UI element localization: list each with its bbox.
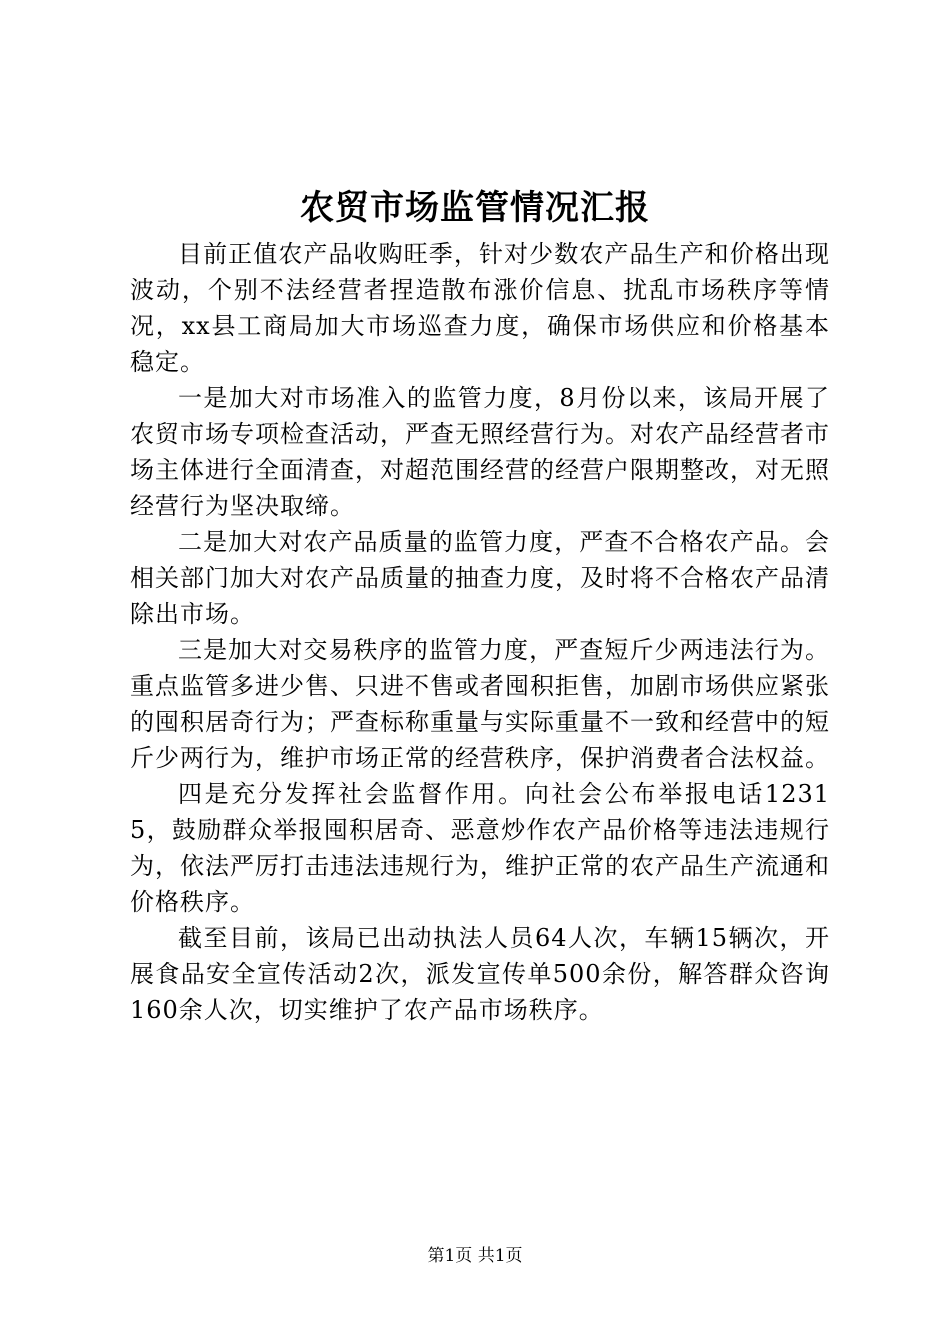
paragraph-summary: 截至目前，该局已出动执法人员64人次，车辆15辆次，开展食品安全宣传活动2次，派发宣传单500余份，解答群众咨询160余人次，切实维护了农产品市场秩序。 — [130, 924, 830, 1024]
paragraph-point-four: 四是充分发挥社会监督作用。向社会公布举报电话12315，鼓励群众举报囤积居奇、恶意炒作农产品价格等违法违规行为，依法严厉打击违法违规行为，维护正常的农产品生产流通和价格秩序。 — [130, 780, 830, 916]
paragraph-point-one: 一是加大对市场准入的监管力度，8月份以来，该局开展了农贸市场专项检查活动，严查无照经营行为。对农产品经营者市场主体进行全面清查，对超范围经营的经营户限期整改，对无照经营行为坚决取缔。 — [130, 384, 830, 520]
document-body — [130, 236, 830, 1028]
page-footer: 第1页 共1页 — [427, 1246, 523, 1266]
paragraph-intro: 目前正值农产品收购旺季，针对少数农产品生产和价格出现波动，个别不法经营者捏造散布涨价信息、扰乱市场秩序等情况，xx县工商局加大市场巡查力度，确保市场供应和价格基本稳定。 — [130, 240, 830, 376]
paragraph-point-three: 三是加大对交易秩序的监管力度，严查短斤少两违法行为。重点监管多进少售、只进不售或者囤积拒售，加剧市场供应紧张的囤积居奇行为；严查标称重量与实际重量不一致和经营中的短斤少两行为，维护市场正常的经营秩序，保护消费者合法权益。 — [130, 636, 830, 772]
document-title: 农贸市场监管情况汇报 — [300, 188, 650, 228]
paragraph-point-two: 二是加大对农产品质量的监管力度，严查不合格农产品。会相关部门加大对农产品质量的抽查力度，及时将不合格农产品清除出市场。 — [130, 528, 830, 628]
